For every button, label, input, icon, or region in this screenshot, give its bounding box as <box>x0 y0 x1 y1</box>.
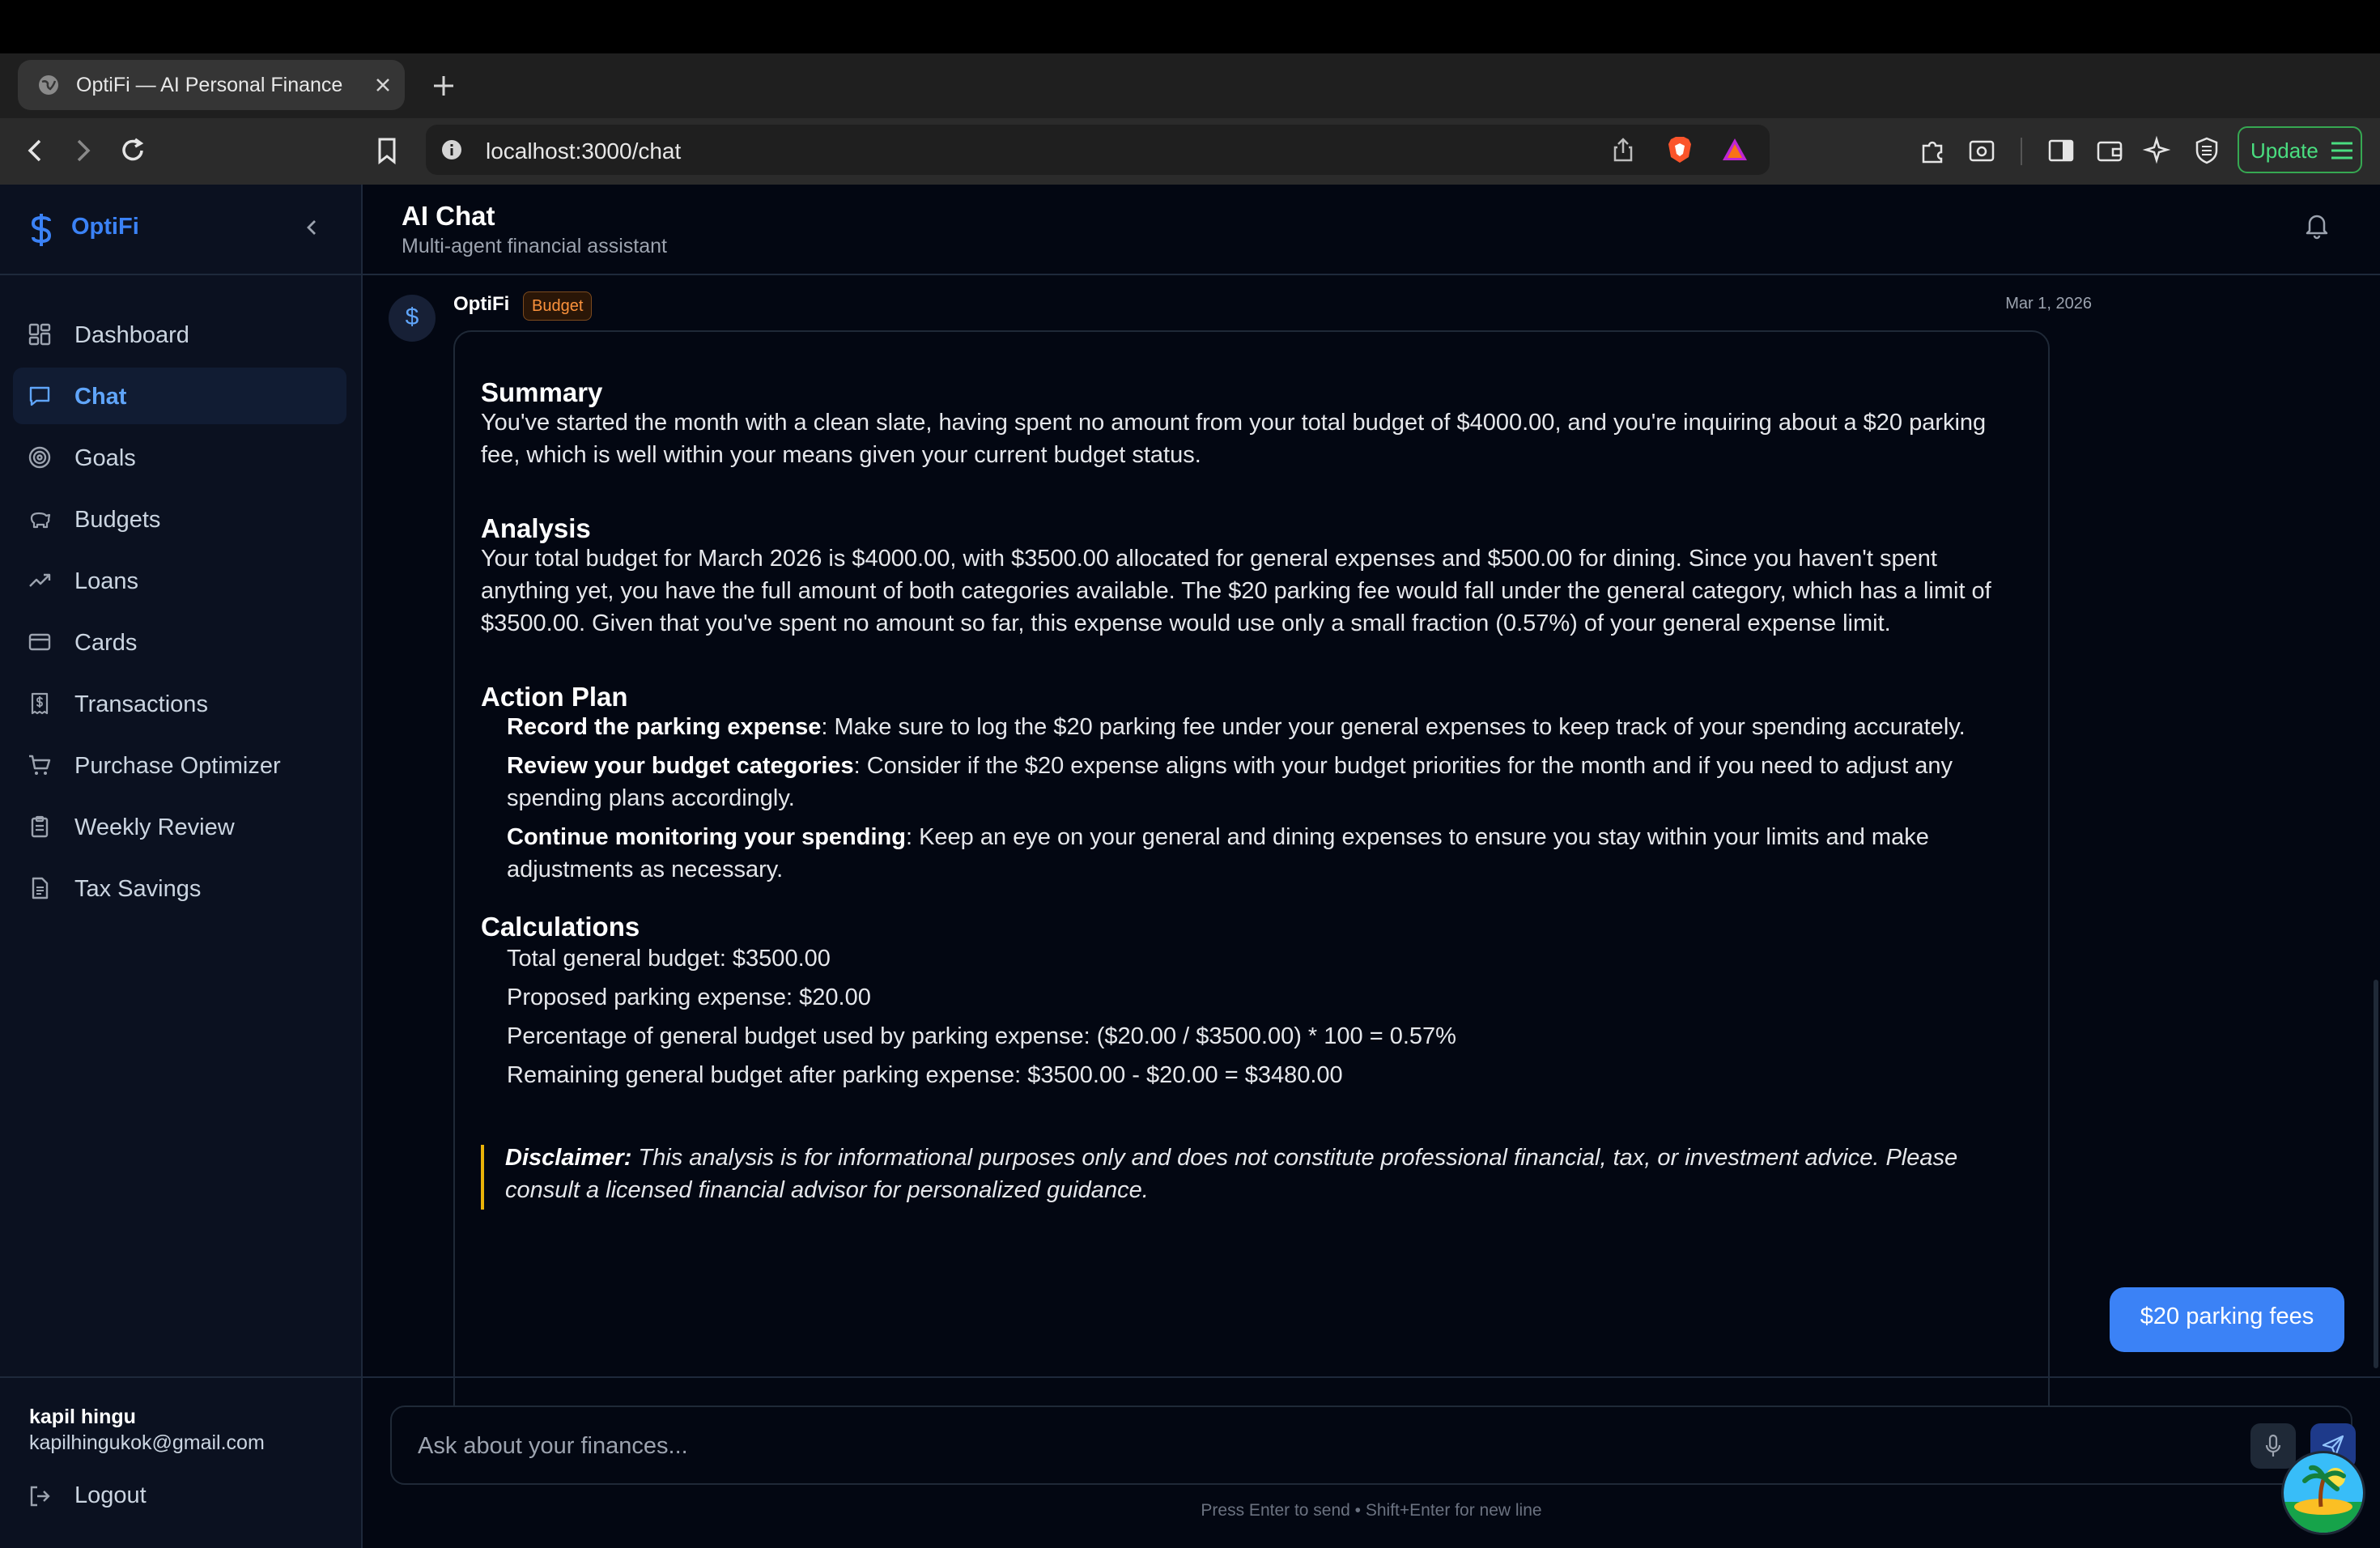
target-icon <box>28 445 52 470</box>
user-name: kapil hingu <box>29 1406 136 1428</box>
scrollbar-thumb[interactable] <box>2374 980 2378 1368</box>
brand-name: OptiFi <box>71 214 139 240</box>
disclaimer-label: Disclaimer: <box>505 1145 632 1171</box>
action-plan-heading: Action Plan <box>481 682 628 712</box>
back-icon[interactable] <box>19 134 52 167</box>
piggy-bank-icon <box>28 507 52 531</box>
sidebar-item-label: Transactions <box>74 691 208 717</box>
page-title: AI Chat <box>402 201 495 231</box>
clipboard-icon <box>28 814 52 839</box>
brave-shields-icon[interactable] <box>1664 134 1695 165</box>
reload-icon[interactable] <box>117 134 149 167</box>
sidebar-item-goals[interactable] <box>13 429 346 486</box>
address-bar[interactable] <box>426 125 1770 175</box>
logout-button[interactable] <box>13 1470 346 1522</box>
close-tab-icon[interactable] <box>374 76 392 94</box>
sidebar-item-budgets[interactable] <box>13 491 346 547</box>
sidebar-item-label: Loans <box>74 568 139 594</box>
dashboard-icon <box>28 322 52 347</box>
main-panel <box>363 185 2380 1548</box>
disclaimer-accent-bar <box>481 1145 484 1210</box>
assistant-message-bubble <box>453 330 2050 1443</box>
browser-tab-strip <box>0 53 2380 118</box>
list-item-title: Record the parking expense <box>507 714 822 740</box>
disclaimer-text: This analysis is for informational purposes only and does not constitute professional financial, tax, or investment advice. Please consult a licensed financial advisor for personalized guidance. <box>505 1145 1958 1203</box>
sidebar-item-transactions[interactable] <box>13 675 346 732</box>
vpn-shield-icon[interactable] <box>2191 134 2223 167</box>
list-item <box>507 750 2019 814</box>
credit-card-icon <box>28 630 52 654</box>
message-date: Mar 1, 2026 <box>2005 295 2092 313</box>
page-subtitle: Multi-agent financial assistant <box>402 235 667 257</box>
disclaimer <box>505 1142 2019 1206</box>
calculation-line: Percentage of general budget used by parking expense: ($20.00 / $3500.00) * 100 = 0.57% <box>507 1023 1456 1049</box>
screenshot-icon[interactable] <box>1966 134 1998 167</box>
sidebar-item-label: Dashboard <box>74 322 189 348</box>
list-item <box>507 821 2019 886</box>
sidebar-item-tax-savings[interactable] <box>13 860 346 916</box>
sidebar-item-weekly-review[interactable] <box>13 798 346 855</box>
notification-bell-icon[interactable] <box>2302 211 2331 240</box>
list-item <box>507 711 2019 743</box>
calculation-line: Total general budget: $3500.00 <box>507 946 831 972</box>
summary-text: You've started the month with a clean slate, having spent no amount from your total budget of $4000.00, and you're inquiring about a $20 parking fee, which is well within your means given your current budget status. <box>481 410 1987 468</box>
calculation-line: Remaining general budget after parking expense: $3500.00 - $20.00 = $3480.00 <box>507 1062 1343 1088</box>
logout-icon <box>28 1484 52 1508</box>
document-icon <box>28 876 52 900</box>
calculation-line: Proposed parking expense: $20.00 <box>507 985 871 1010</box>
logout-label: Logout <box>74 1482 147 1508</box>
header-divider <box>363 274 2380 275</box>
chat-icon <box>28 384 52 408</box>
analysis-heading: Analysis <box>481 513 591 543</box>
browser-toolbar <box>0 118 2380 185</box>
toolbar-divider <box>2021 138 2022 165</box>
sidebar-item-cards[interactable] <box>13 614 346 670</box>
dollar-logo-icon <box>28 212 55 248</box>
beach-avatar-icon <box>2284 1453 2363 1533</box>
sidebar-item-label: Tax Savings <box>74 876 202 902</box>
sidebar-divider <box>0 274 361 275</box>
dollar-icon: $ <box>405 304 419 330</box>
trending-up-icon <box>28 568 52 593</box>
assistant-avatar <box>389 295 436 342</box>
forward-icon[interactable] <box>66 134 99 167</box>
user-message-bubble <box>2110 1287 2344 1352</box>
leo-ai-icon[interactable] <box>2142 134 2174 167</box>
microphone-icon <box>2262 1433 2284 1459</box>
bookmark-icon[interactable] <box>371 134 403 167</box>
sidebar-item-dashboard[interactable] <box>13 306 346 363</box>
update-button[interactable] <box>2238 126 2362 173</box>
agent-badge: Budget <box>523 291 592 321</box>
sidebar-toggle-icon[interactable] <box>2045 134 2077 167</box>
microphone-button[interactable] <box>2250 1423 2296 1469</box>
list-item-title: Review your budget categories <box>507 753 854 779</box>
message-sender: OptiFi <box>453 293 510 315</box>
os-menu-bar <box>0 0 2380 53</box>
globe-icon <box>37 74 60 96</box>
extensions-icon[interactable] <box>1917 134 1949 167</box>
sidebar-item-label: Chat <box>74 384 127 410</box>
receipt-icon <box>28 691 52 716</box>
summary-heading: Summary <box>481 377 603 407</box>
list-item-text: : Make sure to log the $20 parking fee under your general expenses to keep track of your spending accurately. <box>821 714 1966 740</box>
new-tab-icon[interactable] <box>427 70 460 102</box>
url-text: localhost:3000/chat <box>486 138 682 164</box>
sidebar-item-label: Weekly Review <box>74 814 235 840</box>
sidebar-item-label: Goals <box>74 445 136 471</box>
sidebar-item-label: Cards <box>74 630 138 656</box>
brave-rewards-icon[interactable] <box>1719 134 1750 165</box>
sidebar-item-label: Budgets <box>74 507 161 533</box>
sidebar-footer-divider <box>0 1376 361 1378</box>
user-message-text: $20 parking fees <box>2140 1303 2314 1329</box>
sidebar-item-purchase-optimizer[interactable] <box>13 737 346 793</box>
browser-tab[interactable] <box>18 60 405 110</box>
site-info-icon[interactable] <box>440 138 463 161</box>
floating-profile-avatar[interactable] <box>2281 1451 2365 1535</box>
chat-composer <box>390 1406 2352 1485</box>
list-item-text: : Keep an eye on your general and dining expenses to ensure you stay within your limits and make adjustments as necessary. <box>507 824 1929 882</box>
list-item-text: : Consider if the $20 expense aligns with your budget priorities for the month and if you need to adjust any spending plans accordingly. <box>507 753 1953 811</box>
menu-icon <box>2330 139 2354 162</box>
analysis-text: Your total budget for March 2026 is $4000.00, with $3500.00 allocated for general expenses and $500.00 for dining. Since you haven't spent anything yet, you have the full amount of both categories available. The $20 parking fee would fall under the general category, which has a limit of $3500.00. Given that you've spent no amount so far, this expense would use only a small fraction (0.57%) of your general expense limit. <box>481 546 1991 636</box>
share-icon[interactable] <box>1609 136 1637 164</box>
sidebar-item-chat[interactable] <box>13 368 346 424</box>
composer-hint: Press Enter to send • Shift+Enter for new line <box>1201 1501 1542 1520</box>
sidebar-item-label: Purchase Optimizer <box>74 753 281 779</box>
sidebar <box>0 185 363 1548</box>
composer-divider <box>363 1376 2380 1378</box>
calculations-heading: Calculations <box>481 912 640 942</box>
cart-icon <box>28 753 52 777</box>
update-label: Update <box>2250 138 2318 163</box>
sidebar-item-loans[interactable] <box>13 552 346 609</box>
chat-input[interactable] <box>416 1427 2281 1465</box>
wallet-icon[interactable] <box>2093 134 2126 167</box>
collapse-sidebar-icon[interactable] <box>300 215 324 240</box>
user-email: kapilhingukok@gmail.com <box>29 1431 265 1454</box>
tab-title: OptiFi — AI Personal Finance <box>76 74 343 96</box>
list-item-title: Continue monitoring your spending <box>507 824 906 850</box>
